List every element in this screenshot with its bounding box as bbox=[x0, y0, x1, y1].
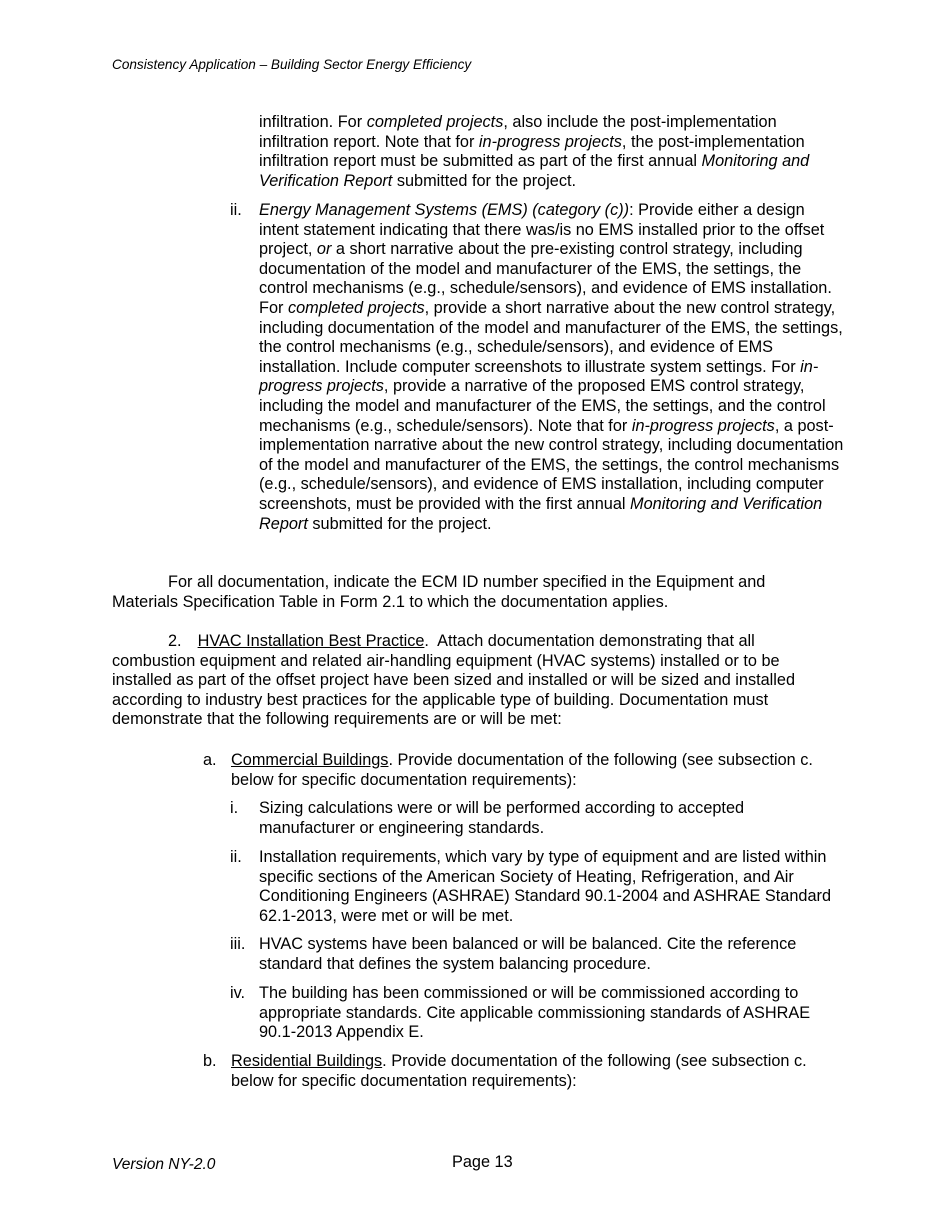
text-run: Attach documentation demonstrating that all combustion equipment and related air-handling equipment (HVAC systems) installed or to be installed as part of the offset project have been sized and installed or will be sized and installed according to industry best practices for the applicable type of building. Documentation must demonstrate that the following requirements are or will be met: bbox=[112, 632, 796, 729]
list-marker: b. bbox=[203, 1052, 217, 1070]
item-number: 2. bbox=[168, 632, 182, 650]
commercial-heading: Commercial Buildings bbox=[231, 751, 389, 769]
text-run: , provide a narrative of the proposed EMS control strategy, including the model and manufacturer of the EMS, the settings, and the control mechanisms (e.g., schedule/sensors). Note that for bbox=[259, 377, 826, 435]
italic-text-run: Monitoring and Verification Report bbox=[259, 152, 810, 190]
ems-title: Energy Management Systems (EMS) (category (c)) bbox=[259, 201, 630, 219]
italic-text-run: in-progress projects bbox=[259, 357, 819, 396]
list-marker: iii. bbox=[230, 935, 246, 953]
italic-text-run: Monitoring and Verification Report bbox=[259, 494, 823, 533]
footer-version: Version NY-2.0 bbox=[112, 1156, 216, 1173]
ems-paragraph bbox=[259, 201, 844, 534]
text-run: . Provide documentation of the following (see subsection c. below for specific documentation requirements): bbox=[231, 1052, 807, 1090]
text-run: infiltration. For bbox=[259, 113, 367, 131]
list-marker: a. bbox=[203, 751, 217, 769]
text-run: submitted for the project. bbox=[392, 171, 577, 190]
commercial-buildings-paragraph bbox=[231, 751, 831, 790]
infiltration-continuation-paragraph bbox=[259, 113, 844, 191]
text-run: , a post-implementation narrative about the new control strategy, including documentation of the model and manufacturer of the EMS, the settings, the control mechanisms (e.g., schedule/sensors), and evidence of EMS installation, including computer screenshots, must be provided with the first annual bbox=[259, 416, 844, 513]
italic-text-run: completed projects bbox=[366, 113, 504, 131]
list-marker: ii. bbox=[230, 848, 242, 866]
list-item: Sizing calculations were or will be performed according to accepted manufacturer or engineering standards. bbox=[259, 799, 745, 837]
text-run: : Provide either a design intent statement indicating that there was/is no EMS installed prior to the offset project, bbox=[259, 201, 825, 259]
italic-text-run: or bbox=[316, 240, 332, 259]
hvac-heading: HVAC Installation Best Practice bbox=[197, 632, 425, 650]
italic-text-run: completed projects bbox=[287, 298, 425, 317]
list-item: HVAC systems have been balanced or will be balanced. Cite the reference standard that defines the system balancing procedure. bbox=[259, 935, 797, 973]
footer-page-number: Page 13 bbox=[452, 1153, 513, 1171]
list-marker: i. bbox=[230, 799, 239, 817]
list-marker: ii. bbox=[230, 201, 242, 219]
text-run: . bbox=[424, 632, 429, 650]
list-item: The building has been commissioned or will be commissioned according to appropriate standards. Cite applicable commissioning standards of ASHRAE 90.1-2013 Appendix E. bbox=[259, 984, 811, 1042]
text-run: . Provide documentation of the following (see subsection c. below for specific documentation requirements): bbox=[231, 751, 813, 789]
list-marker: iv. bbox=[230, 984, 246, 1002]
documentation-note-paragraph: For all documentation, indicate the ECM ID number specified in the Equipment and Materials Specification Table in Form 2.1 to which the documentation applies. bbox=[112, 573, 766, 611]
text-run: , also include the post-implementation infiltration report. Note that for bbox=[259, 113, 777, 151]
text-run: a short narrative about the pre-existing control strategy, including documentation of the model and manufacturer of the EMS, the settings, the control mechanisms (e.g., schedule/sensors), and evidence of EMS installation. For bbox=[259, 240, 832, 317]
text-run: , the post-implementation infiltration report must be submitted as part of the first annual bbox=[259, 132, 805, 171]
italic-text-run: in-progress projects bbox=[631, 416, 775, 435]
running-header: Consistency Application – Building Sector Energy Efficiency bbox=[112, 57, 472, 72]
residential-buildings-paragraph bbox=[231, 1052, 843, 1091]
italic-text-run: in-progress projects bbox=[478, 132, 622, 151]
hvac-best-practice-paragraph bbox=[112, 632, 840, 730]
list-item: Installation requirements, which vary by type of equipment and are listed within specific sections of the American Society of Heating, Refrigeration, and Air Conditioning Engineers (ASHRAE) Standard 90.1-2004 and ASHRAE Standard 62.1-2013, were met or will be met. bbox=[259, 848, 831, 925]
residential-heading: Residential Buildings bbox=[231, 1052, 383, 1070]
text-run: , provide a short narrative about the new control strategy, including documentation of the model and manufacturer of the EMS, the settings, the control mechanisms (e.g., schedule/sensors), and evidence of EMS installation. Include computer screenshots to illustrate system settings. For bbox=[259, 298, 843, 376]
text-run: submitted for the project. bbox=[307, 514, 492, 533]
